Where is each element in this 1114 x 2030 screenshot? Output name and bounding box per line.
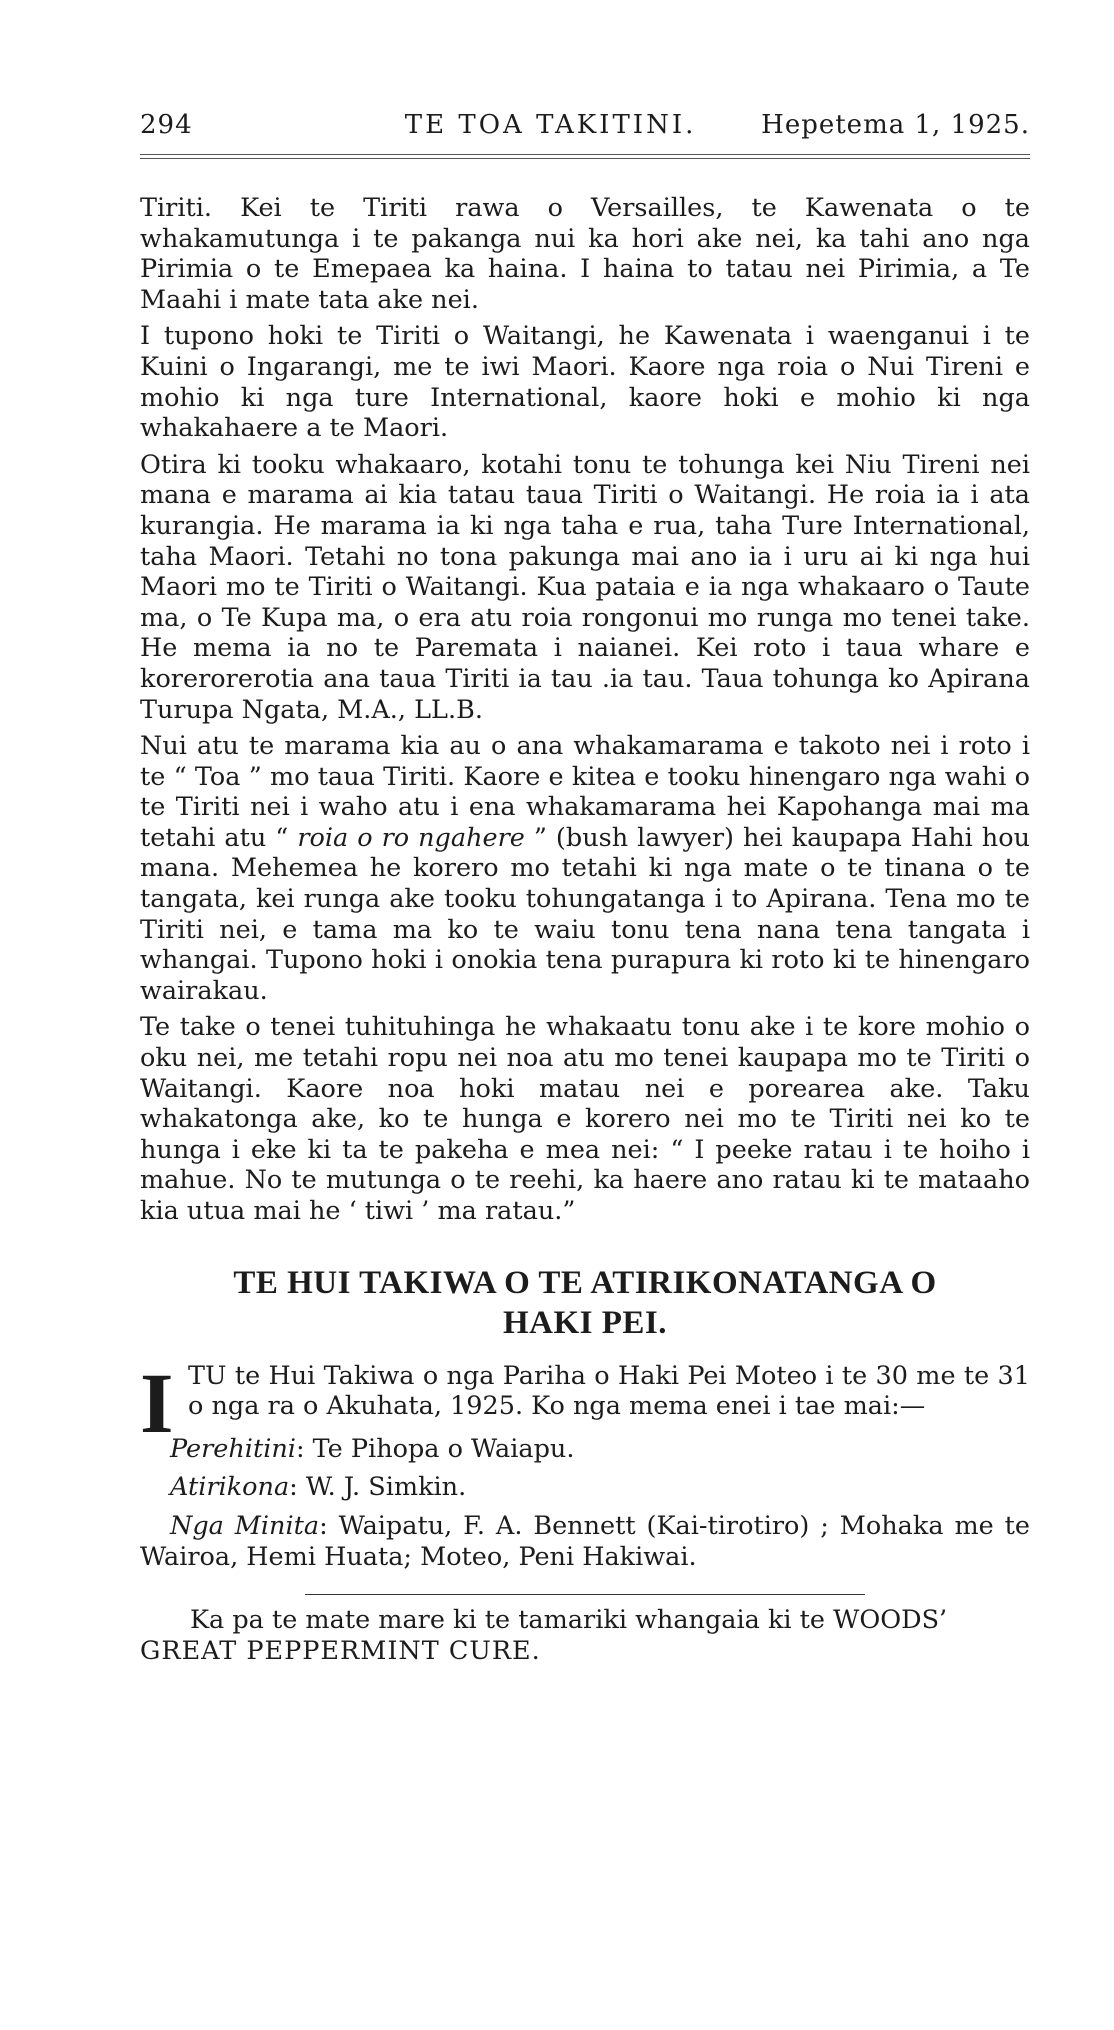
article-body [140,193,1030,1227]
italic-phrase: roia o ro ngahere [297,822,525,853]
paragraph: Otira ki tooku whakaaro, kotahi tonu te tohunga kei Niu Tireni nei mana e marama ai kia tatau taua Tiriti o Waitangi. He roia ia i ata kurangia. He marama ia ki nga taha e rua, taha Ture International, taha Maori. Tetahi no tona pakunga mai ano ia i uru ai ki nga hui Maori mo te Tiriti o Waitangi. Kua pataia e ia nga whakaaro o Taute ma, o Te Kupa ma, o era atu roia rongonui mo runga mo tenei take. He mema ia no te Paremata i naianei. Kei roto i taua whare e korerorerotia ana taua Tiriti ia tau .ia tau. Taua tohunga ko Apirana Turupa Ngata, M.A., LL.B. [140,449,1030,725]
officer-value: : Te Pihopa o Waiapu. [295,1433,575,1464]
advertisement [140,1605,1030,1666]
officer-line [140,1511,1030,1572]
header-rule [140,154,1030,159]
drop-cap: I [140,1354,174,1451]
section-intro-text: TU te Hui Takiwa o nga Pariha o Haki Pei Moteo i te 30 me te 31 o nga ra o Akuhata, 1925. Ko nga mema enei i tae mai:— [188,1360,1030,1422]
page [140,110,1030,1666]
paragraph [140,731,1030,1006]
officer-label: Perehitini [170,1433,296,1464]
officer-label: Atirikona [170,1472,290,1503]
officer-value: : Waipatu, F. A. Bennett (Kai-tirotiro) ; Mohaka me te Wairoa, Hemi Huata; Moteo, Peni Hakiwai. [140,1510,1030,1572]
section-heading-line: HAKI PEI. [502,1304,668,1341]
running-header [140,110,1030,154]
advert-rule [305,1594,865,1595]
advert-line: Ka pa te mate mare ki te tamariki whangaia ki te WOODS’ [190,1605,948,1636]
paragraph-text: Nui atu te marama kia au o ana whakamarama e takoto nei i roto i te “ Toa ” mo taua Tiriti. Kaore e kitea e tooku hinengaro nga wahi o te Tiriti nei i waho atu i ena whakamarama hei Kapohanga mai ma tetahi atu “ [140,731,1030,853]
issue-date: Hepetema 1, 1925. [761,110,1030,140]
officer-line [170,1434,1030,1465]
paragraph: Te take o tenei tuhituhinga he whakaatu tonu ake i te kore mohio o oku nei, me tetahi ropu nei noa atu mo tenei kaupapa mo te Tiriti o Waitangi. Kaore noa hoki matau nei e porearea ake. Taku whakatonga ake, ko te hunga e korero nei mo te Tiriti nei ko te hunga i eke ki ta te pakeha e mea nei: “ I peeke ratau i te hoiho i mahue. No te mutunga o te reehi, ka haere ano ratau ki te mataaho kia utua mai he ‘ tiwi ’ ma ratau.” [140,1012,1030,1226]
advert-line: GREAT PEPPERMINT CURE. [140,1635,541,1666]
section-heading [140,1263,1030,1343]
officer-label: Nga Minita [170,1510,320,1541]
section-heading-line: TE HUI TAKIWA O TE ATIRIKONATANGA O [233,1264,937,1301]
page-number: 294 [140,110,193,140]
officer-value: : W. J. Simkin. [289,1472,467,1503]
publication-title: TE TOA TAKITINI. [404,110,697,140]
paragraph-text: ” (bush lawyer) hei kaupapa Hahi hou mana. Mehemea he korero mo tetahi ki nga mate o te tinana o te tangata, kei runga ake tooku tohungatanga i to Apirana. Tena mo te Tiriti nei, e tama ma ko te waiu tonu tena nana tena tangata i whangai. Tupono hoki i onokia tena purapura ki roto ki te hinengaro wairakau. [140,822,1031,1006]
officer-line [170,1472,1030,1503]
paragraph: Tiriti. Kei te Tiriti rawa o Versailles, te Kawenata o te whakamutunga i te pakanga nui ka hori ake nei, ka tahi ano nga Pirimia o te Emepaea ka haina. I haina to tatau nei Pirimia, a Te Maahi i mate tata ake nei. [140,193,1030,315]
paragraph: I tupono hoki te Tiriti o Waitangi, he Kawenata i waenganui i te Kuini o Ingarangi, me te iwi Maori. Kaore nga roia o Nui Tireni e mohio ki nga ture International, kaore hoki e mohio ki nga whakahaere a te Maori. [140,321,1030,444]
